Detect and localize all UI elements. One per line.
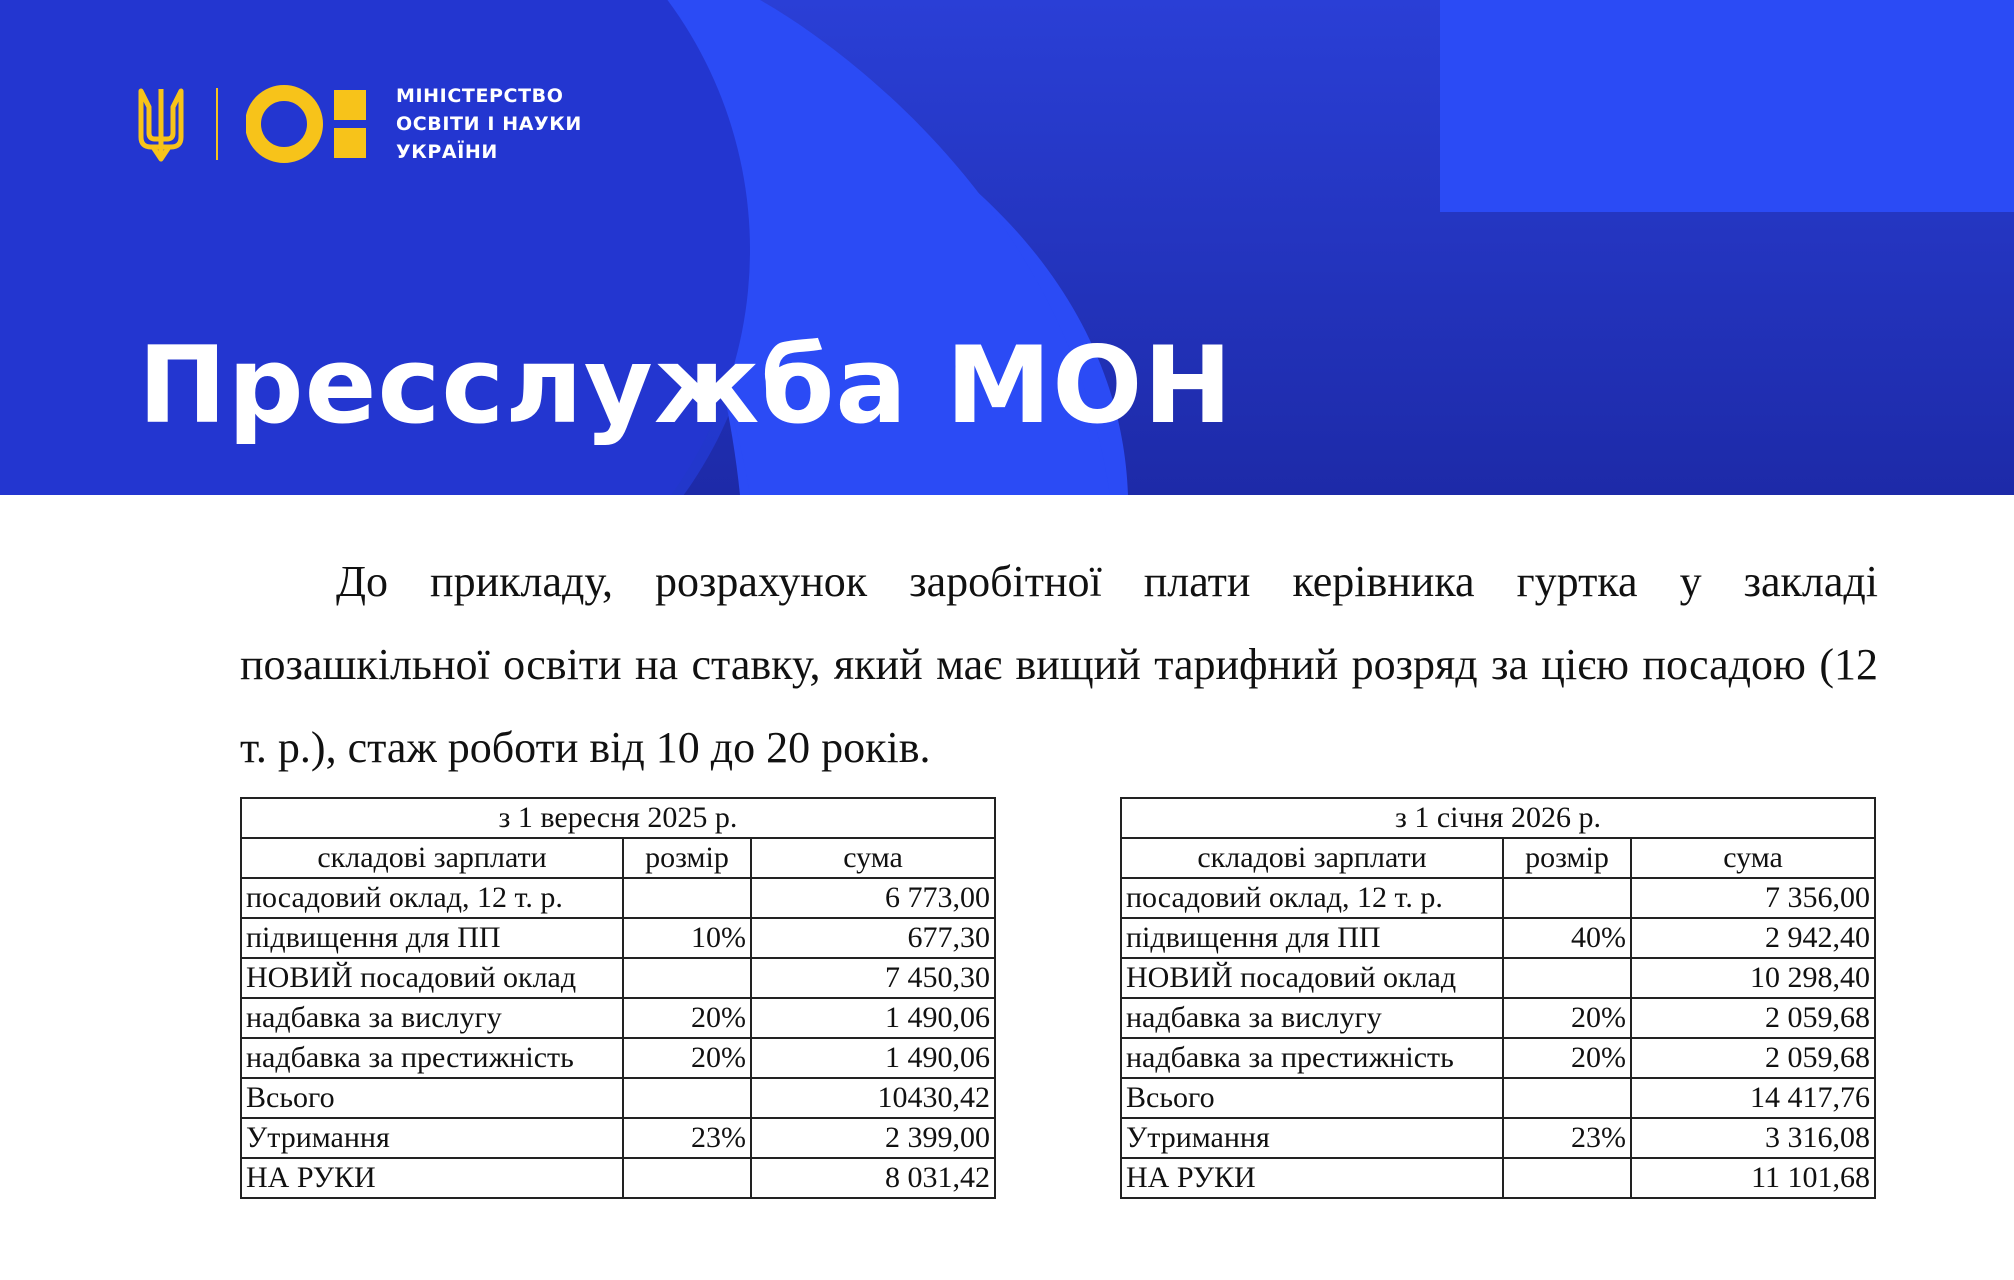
row-rate	[623, 958, 751, 998]
table-row	[1121, 918, 1875, 958]
row-amount: 2 399,00	[751, 1118, 995, 1158]
row-label: НОВИЙ посадовий оклад	[1121, 958, 1503, 998]
row-label: підвищення для ПП	[1121, 918, 1503, 958]
ministry-line-3: УКРАЇНИ	[396, 141, 498, 163]
row-label: Всього	[1121, 1078, 1503, 1118]
table-row	[241, 1158, 995, 1198]
table-row	[1121, 878, 1875, 918]
row-amount: 2 059,68	[1631, 998, 1875, 1038]
row-rate: 40%	[1503, 918, 1631, 958]
table-row	[241, 1078, 995, 1118]
row-label: надбавка за вислугу	[241, 998, 623, 1038]
row-rate: 23%	[1503, 1118, 1631, 1158]
row-label: Всього	[241, 1078, 623, 1118]
row-amount: 7 450,30	[751, 958, 995, 998]
table-title: з 1 січня 2026 р.	[1121, 798, 1875, 838]
mon-logo-icon	[246, 84, 376, 164]
header-banner	[0, 0, 2014, 495]
row-label: НА РУКИ	[1121, 1158, 1503, 1198]
table-row	[1121, 1118, 1875, 1158]
row-rate: 20%	[623, 1038, 751, 1078]
row-amount: 6 773,00	[751, 878, 995, 918]
ministry-line-2: ОСВІТИ І НАУКИ	[396, 113, 582, 135]
row-label: НА РУКИ	[241, 1158, 623, 1198]
row-label: посадовий оклад, 12 т. р.	[1121, 878, 1503, 918]
row-label: надбавка за вислугу	[1121, 998, 1503, 1038]
logo-divider	[216, 88, 218, 160]
table-row	[241, 1038, 995, 1078]
row-rate: 10%	[623, 918, 751, 958]
column-header-amount: сума	[751, 838, 995, 878]
row-rate	[623, 1158, 751, 1198]
row-rate: 20%	[623, 998, 751, 1038]
ministry-line-1: МІНІСТЕРСТВО	[396, 85, 564, 107]
row-amount: 7 356,00	[1631, 878, 1875, 918]
table-row	[1121, 1038, 1875, 1078]
row-amount: 8 031,42	[751, 1158, 995, 1198]
row-rate	[623, 1078, 751, 1118]
row-amount: 1 490,06	[751, 998, 995, 1038]
column-header-components: складові зарплати	[1121, 838, 1503, 878]
ministry-name	[396, 82, 582, 166]
row-label: НОВИЙ посадовий оклад	[241, 958, 623, 998]
column-header-rate: розмір	[623, 838, 751, 878]
row-amount: 14 417,76	[1631, 1078, 1875, 1118]
row-rate: 20%	[1503, 998, 1631, 1038]
row-label: надбавка за престижність	[241, 1038, 623, 1078]
table-row	[241, 1118, 995, 1158]
ministry-logo	[136, 84, 582, 164]
row-amount: 10 298,40	[1631, 958, 1875, 998]
row-label: підвищення для ПП	[241, 918, 623, 958]
row-rate	[1503, 958, 1631, 998]
table-row	[241, 998, 995, 1038]
row-rate	[1503, 1078, 1631, 1118]
column-header-rate: розмір	[1503, 838, 1631, 878]
row-rate	[1503, 878, 1631, 918]
row-amount: 2 942,40	[1631, 918, 1875, 958]
table-row	[1121, 1158, 1875, 1198]
table-row	[241, 918, 995, 958]
row-amount: 3 316,08	[1631, 1118, 1875, 1158]
salary-table-jan-2026	[1120, 797, 1876, 1199]
table-title: з 1 вересня 2025 р.	[241, 798, 995, 838]
row-amount: 677,30	[751, 918, 995, 958]
row-label: надбавка за престижність	[1121, 1038, 1503, 1078]
table-row	[241, 878, 995, 918]
table-row	[1121, 958, 1875, 998]
table-row	[1121, 998, 1875, 1038]
row-rate	[623, 878, 751, 918]
column-header-amount: сума	[1631, 838, 1875, 878]
row-amount: 2 059,68	[1631, 1038, 1875, 1078]
row-label: Утримання	[241, 1118, 623, 1158]
column-header-components: складові зарплати	[241, 838, 623, 878]
row-rate	[1503, 1158, 1631, 1198]
table-row	[1121, 1078, 1875, 1118]
row-label: Утримання	[1121, 1118, 1503, 1158]
table-row	[241, 958, 995, 998]
row-amount: 10430,42	[751, 1078, 995, 1118]
row-amount: 1 490,06	[751, 1038, 995, 1078]
example-paragraph: До прикладу, розрахунок заробітної плати керівника гуртка у закладі позашкільної освіти на ставку, який має вищий тарифний розряд за цією посадою (12 т. р.), стаж роботи від 10 до 20 років.	[240, 557, 1878, 772]
trident-icon	[136, 85, 186, 163]
salary-table-sept-2025	[240, 797, 996, 1199]
row-rate: 20%	[1503, 1038, 1631, 1078]
press-service-title: Пресслужба МОН	[138, 324, 1234, 447]
row-rate: 23%	[623, 1118, 751, 1158]
row-label: посадовий оклад, 12 т. р.	[241, 878, 623, 918]
row-amount: 11 101,68	[1631, 1158, 1875, 1198]
